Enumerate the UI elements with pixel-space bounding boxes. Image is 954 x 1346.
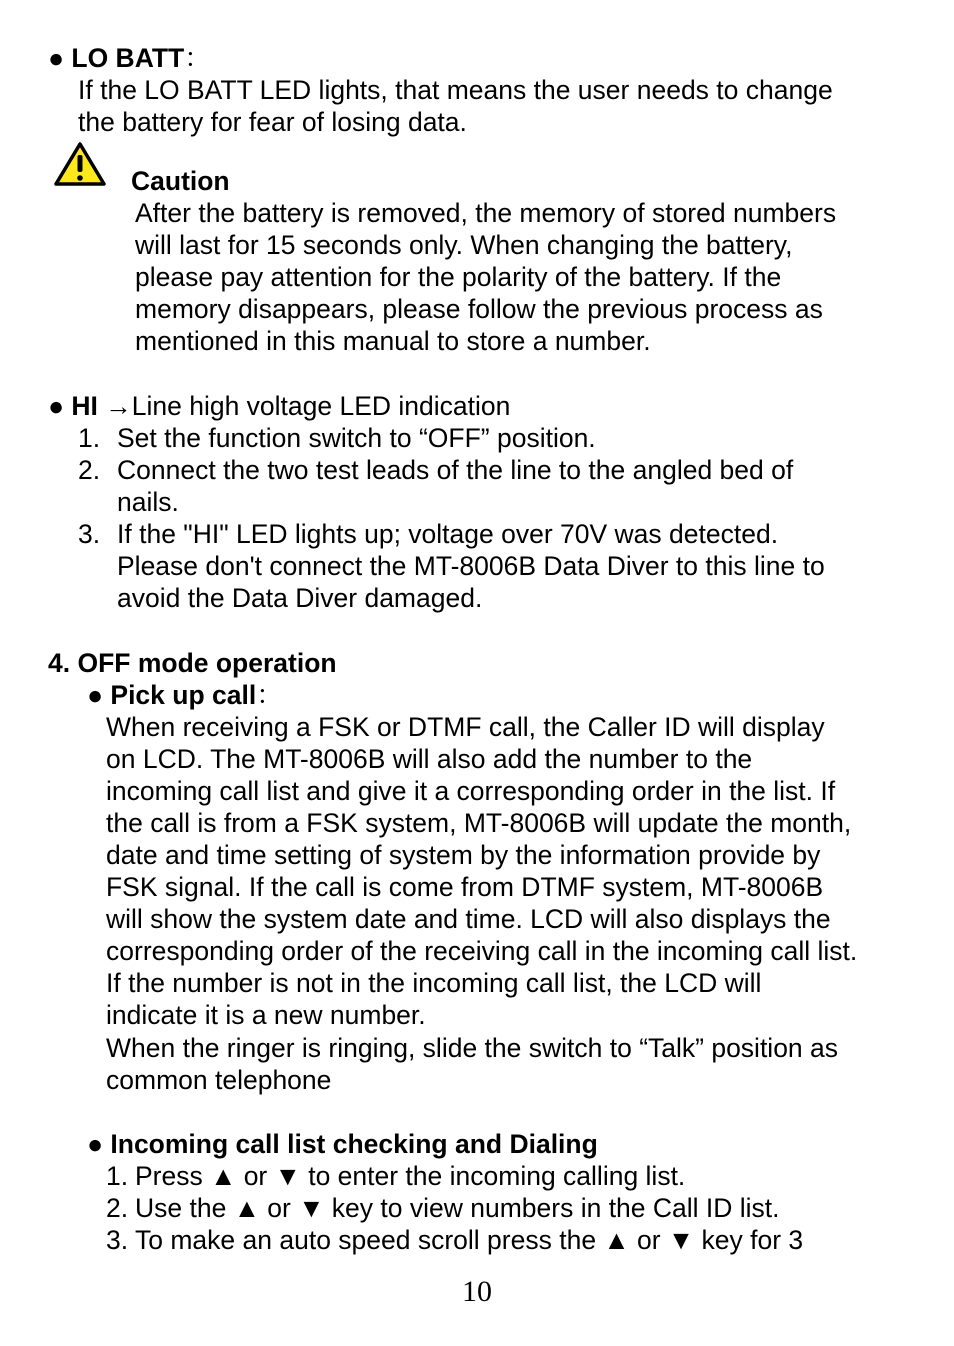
bullet: ●	[48, 391, 65, 421]
pickup-text: incoming call list and give it a corresponding order in the list. If	[106, 776, 836, 806]
incoming-step-text: Press ▲ or ▼ to enter the incoming calling list.	[135, 1161, 686, 1191]
list-number: 3.	[106, 1225, 129, 1255]
caution-text: mentioned in this manual to store a number.	[135, 326, 651, 356]
caution-text: memory disappears, please follow the previous process as	[135, 294, 823, 324]
pickup-text: If the number is not in the incoming call list, the LCD will	[106, 968, 762, 998]
incoming-step-text: Use the ▲ or ▼ key to view numbers in the Call ID list.	[135, 1193, 780, 1223]
incoming-step-text: To make an auto speed scroll press the ▲ or ▼ key for 3	[135, 1225, 804, 1255]
list-number: 2.	[106, 1193, 129, 1223]
hi-heading	[48, 390, 510, 422]
hi-step-text: nails.	[117, 487, 179, 517]
pickup-text: When receiving a FSK or DTMF call, the Caller ID will display	[106, 712, 825, 742]
bullet: ●	[87, 1129, 104, 1159]
pickup-text: corresponding order of the receiving call in the incoming call list.	[106, 936, 858, 966]
pickup-text: on LCD. The MT-8006B will also add the number to the	[106, 744, 753, 774]
pickup-heading: ● Pick up call：	[87, 680, 283, 710]
list-number: 2.	[78, 455, 101, 485]
pickup-text: indicate it is a new number.	[106, 1000, 426, 1030]
lo-batt-text: If the LO BATT LED lights, that means the user needs to change	[78, 75, 833, 105]
hi-description: →Line high voltage LED indication	[97, 391, 511, 421]
warning-triangle-icon	[54, 141, 106, 187]
caution-text: After the battery is removed, the memory of stored numbers	[135, 198, 837, 228]
caution-text: will last for 15 seconds only. When changing the battery,	[135, 230, 793, 260]
list-number: 1.	[78, 423, 101, 453]
lo-batt-heading: ● LO BATT：	[48, 43, 211, 73]
lo-batt-text: the battery for fear of losing data.	[78, 107, 467, 137]
pickup-text: date and time setting of system by the information provide by	[106, 840, 821, 870]
pickup-text: common telephone	[106, 1065, 332, 1095]
section-heading: 4. OFF mode operation	[48, 648, 337, 678]
pickup-text: When the ringer is ringing, slide the switch to “Talk” position as	[106, 1033, 839, 1063]
hi-step-text: If the "HI" LED lights up; voltage over 70V was detected.	[117, 519, 779, 549]
pickup-text: the call is from a FSK system, MT-8006B will update the month,	[106, 808, 852, 838]
pickup-text: will show the system date and time. LCD will also displays the	[106, 904, 831, 934]
hi-step-text: Please don't connect the MT-8006B Data Diver to this line to	[117, 551, 825, 581]
lo-batt-title: LO BATT	[71, 43, 185, 73]
pickup-text: FSK signal. If the call is come from DTMF system, MT-8006B	[106, 872, 824, 902]
incoming-heading	[87, 1128, 598, 1160]
incoming-title: Incoming call list checking and Dialing	[110, 1129, 598, 1159]
pickup-title: Pick up call	[110, 680, 257, 710]
bullet: ●	[48, 43, 65, 73]
list-number: 1.	[106, 1161, 129, 1191]
caution-text: please pay attention for the polarity of the battery. If the	[135, 262, 782, 292]
page-number: 10	[462, 1275, 492, 1308]
hi-title: HI	[71, 391, 98, 421]
hi-step-text: Connect the two test leads of the line to the angled bed of	[117, 455, 794, 485]
bullet: ●	[87, 680, 104, 710]
hi-step-text: Set the function switch to “OFF” position.	[117, 423, 596, 453]
caution-title: Caution	[131, 166, 230, 196]
hi-step-text: avoid the Data Diver damaged.	[117, 583, 483, 613]
list-number: 3.	[78, 519, 101, 549]
